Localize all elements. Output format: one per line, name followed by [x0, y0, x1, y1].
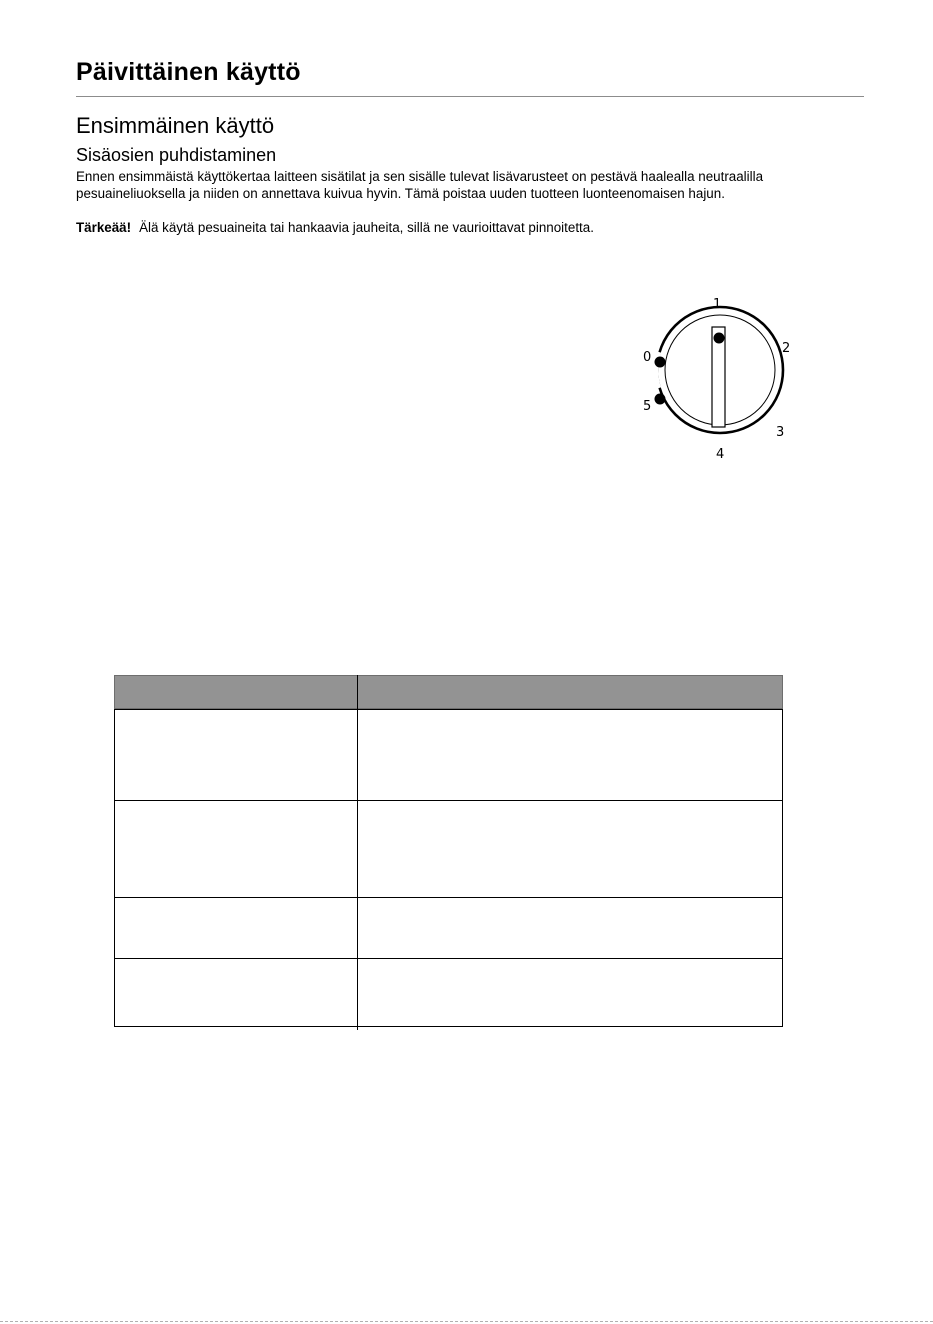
dial-stop-dot-5 — [655, 394, 666, 405]
empty-table — [114, 675, 784, 1030]
table-bottom-border — [114, 1026, 783, 1027]
cleaning-paragraph: Ennen ensimmäistä käyttökertaa laitteen sisätilat ja sen sisälle tulevat lisävarusteet on pestävä haalealla neutraalilla pesuaineliuoksella ja niiden on annettava kuivua hyvin. Tämä poistaa uuden tuotteen luonteenomaisen hajun. — [76, 169, 764, 201]
table-column-divider — [357, 675, 358, 1030]
page-title: Päivittäinen käyttö — [76, 58, 301, 86]
dial-label-1: 1 — [713, 297, 722, 312]
dial-stop-dot-0 — [655, 357, 666, 368]
page-bottom-edge — [0, 1321, 933, 1322]
table-row-divider — [114, 709, 783, 710]
table-row-divider — [114, 800, 783, 801]
table-row-divider — [114, 897, 783, 898]
section-heading: Ensimmäinen käyttö — [76, 113, 275, 138]
important-note — [76, 219, 594, 236]
title-divider — [76, 96, 864, 97]
note-label: Tärkeää! — [76, 220, 132, 235]
dial-label-2: 2 — [782, 341, 791, 356]
temperature-dial-diagram — [630, 290, 800, 470]
table-row-divider — [114, 958, 783, 959]
dial-label-4: 4 — [716, 447, 725, 462]
dial-label-3: 3 — [776, 425, 785, 440]
table-header-row — [114, 675, 783, 709]
dial-pointer-dot — [714, 333, 725, 344]
dial-label-5: 5 — [643, 399, 652, 414]
table-border-left — [114, 709, 115, 1027]
note-text: Älä käytä pesuaineita tai hankaavia jauheita, sillä ne vaurioittavat pinnoitetta. — [139, 220, 594, 235]
dial-label-0: 0 — [643, 350, 652, 365]
table-border-right — [782, 709, 783, 1027]
subsection-heading: Sisäosien puhdistaminen — [76, 145, 277, 165]
